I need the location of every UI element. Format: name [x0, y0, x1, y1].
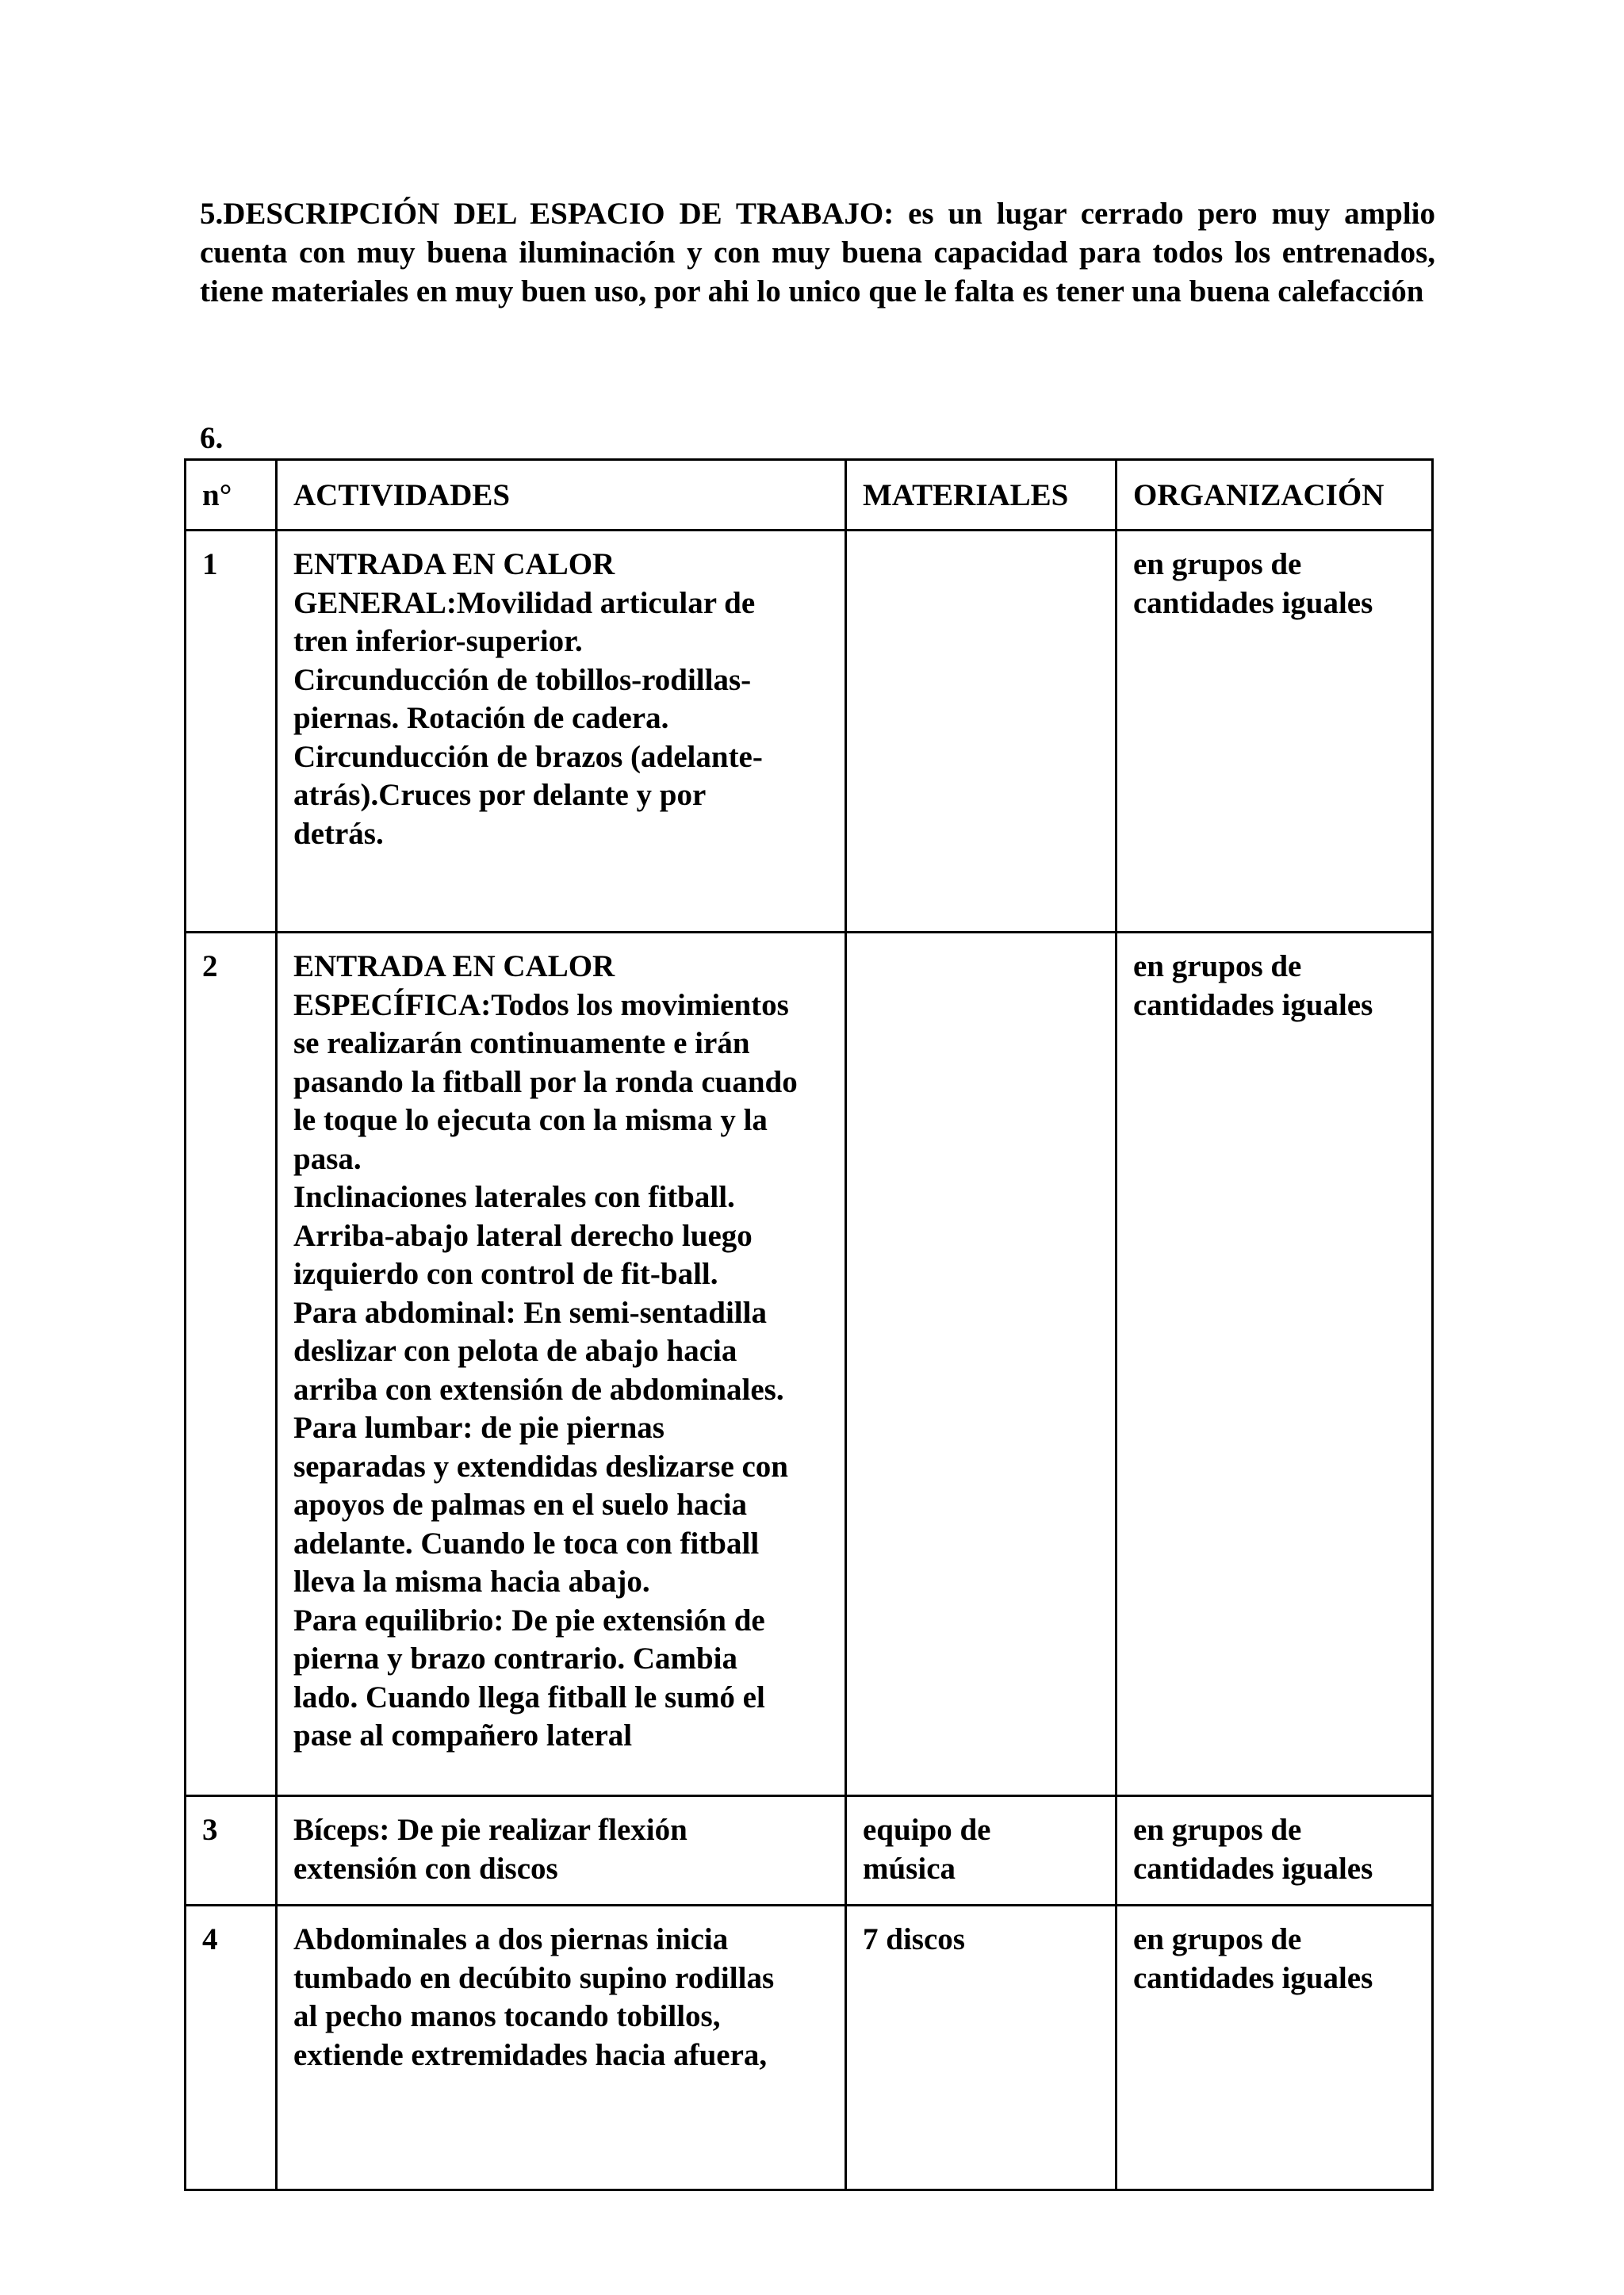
activity-line: Circunducción de tobillos-rodillas-: [293, 662, 752, 697]
organization-line: en grupos de: [1133, 1922, 1302, 1956]
activity-line: GENERAL:Movilidad articular de: [293, 585, 756, 620]
organization-line: cantidades iguales: [1133, 987, 1373, 1022]
activity-line: apoyos de palmas en el suelo hacia: [293, 1488, 748, 1522]
activity-line: Arriba-abajo lateral derecho luego: [293, 1218, 753, 1253]
organization-cell: [1116, 531, 1433, 933]
section-5-line: amplio cuenta con muy buena iluminación y con muy buena capacidad para todos los: [200, 197, 1436, 270]
activity-line: deslizar con pelota de abajo hacia: [293, 1334, 737, 1368]
row-number: 4: [186, 1906, 277, 2190]
activity-line: tumbado en decúbito supino rodillas: [293, 1960, 775, 1995]
organization-line: en grupos de: [1133, 547, 1302, 581]
organization-line: en grupos de: [1133, 949, 1302, 983]
table-row: [186, 933, 1433, 1796]
activity-line: tren inferior-superior.: [293, 624, 583, 658]
header-organization: ORGANIZACIÓN: [1116, 460, 1433, 531]
activity-cell: [277, 933, 846, 1796]
table-header-row: [186, 460, 1433, 531]
activity-line: izquierdo con control de fit-ball.: [293, 1257, 718, 1291]
row-number: 1: [186, 531, 277, 933]
activity-line: pasa.: [293, 1141, 362, 1176]
activity-line: Para lumbar: de pie piernas: [293, 1411, 665, 1445]
activity-line: Abdominales a dos piernas inicia: [293, 1922, 729, 1956]
activity-line: ESPECÍFICA:Todos los movimientos: [293, 987, 789, 1022]
organization-line: cantidades iguales: [1133, 1851, 1373, 1886]
activity-line: lleva la misma hacia abajo.: [293, 1565, 650, 1599]
row-number: 2: [186, 933, 277, 1796]
activity-line: separadas y extendidas deslizarse con: [293, 1449, 788, 1484]
activity-line: adelante. Cuando le toca con fitball: [293, 1526, 760, 1561]
activity-line: Circunducción de brazos (adelante-: [293, 739, 763, 774]
section-5-line: buena calefacción: [1189, 274, 1424, 308]
materials-cell: [846, 933, 1116, 1796]
activity-line: extensión con discos: [293, 1851, 558, 1886]
activity-line: Inclinaciones laterales con fitball.: [293, 1180, 735, 1214]
activity-cell: [277, 531, 846, 933]
section-5-description: [200, 194, 1435, 311]
organization-cell: [1116, 933, 1433, 1796]
row-number: 3: [186, 1796, 277, 1906]
section-6-number: 6.: [200, 421, 224, 455]
organization-line: cantidades iguales: [1133, 1960, 1373, 1995]
organization-line: en grupos de: [1133, 1813, 1302, 1847]
header-activities: ACTIVIDADES: [277, 460, 846, 531]
header-materials: MATERIALES: [846, 460, 1116, 531]
activities-table: [184, 458, 1434, 2191]
activity-line: atrás).Cruces por delante y por: [293, 778, 707, 812]
activity-line: al pecho manos tocando tobillos,: [293, 1999, 721, 2033]
activity-line: detrás.: [293, 816, 384, 851]
materials-line: equipo de: [863, 1813, 991, 1847]
activity-line: se realizarán continuamente e irán: [293, 1026, 750, 1060]
table-row: [186, 1796, 1433, 1906]
table-row: [186, 1906, 1433, 2190]
organization-cell: [1116, 1906, 1433, 2190]
section-5-line: entrenados, tiene materiales en muy buen uso, por ahi lo unico que le falta es tener una: [200, 236, 1436, 308]
organization-line: cantidades iguales: [1133, 585, 1373, 620]
activity-line: pierna y brazo contrario. Cambia: [293, 1642, 738, 1676]
activity-line: piernas. Rotación de cadera.: [293, 701, 669, 735]
activity-line: Para abdominal: En semi-sentadilla: [293, 1295, 767, 1330]
materials-line: 7 discos: [863, 1922, 965, 1956]
materials-cell: [846, 1906, 1116, 2190]
activity-line: pasando la fitball por la ronda cuando: [293, 1064, 798, 1099]
activity-line: lado. Cuando llega fitball le sumó el: [293, 1680, 765, 1715]
section-5-line: 5.DESCRIPCIÓN DEL ESPACIO DE TRABAJO: es un lugar cerrado pero muy: [200, 197, 1331, 231]
table-row: [186, 531, 1433, 933]
activity-line: Para equilibrio: De pie extensión de: [293, 1603, 765, 1638]
materials-cell: [846, 531, 1116, 933]
activity-line: pase al compañero lateral: [293, 1718, 633, 1753]
activity-line: extiende extremidades hacia afuera,: [293, 2037, 768, 2072]
activity-cell: [277, 1796, 846, 1906]
materials-cell: [846, 1796, 1116, 1906]
activity-line: le toque lo ejecuta con la misma y la: [293, 1103, 768, 1137]
activity-line: arriba con extensión de abdominales.: [293, 1372, 784, 1407]
activity-line: ENTRADA EN CALOR: [293, 547, 615, 581]
organization-cell: [1116, 1796, 1433, 1906]
materials-line: música: [863, 1851, 956, 1886]
activity-line: Bíceps: De pie realizar flexión: [293, 1813, 688, 1847]
header-number: n°: [186, 460, 277, 531]
activity-cell: [277, 1906, 846, 2190]
activity-line: ENTRADA EN CALOR: [293, 949, 615, 983]
